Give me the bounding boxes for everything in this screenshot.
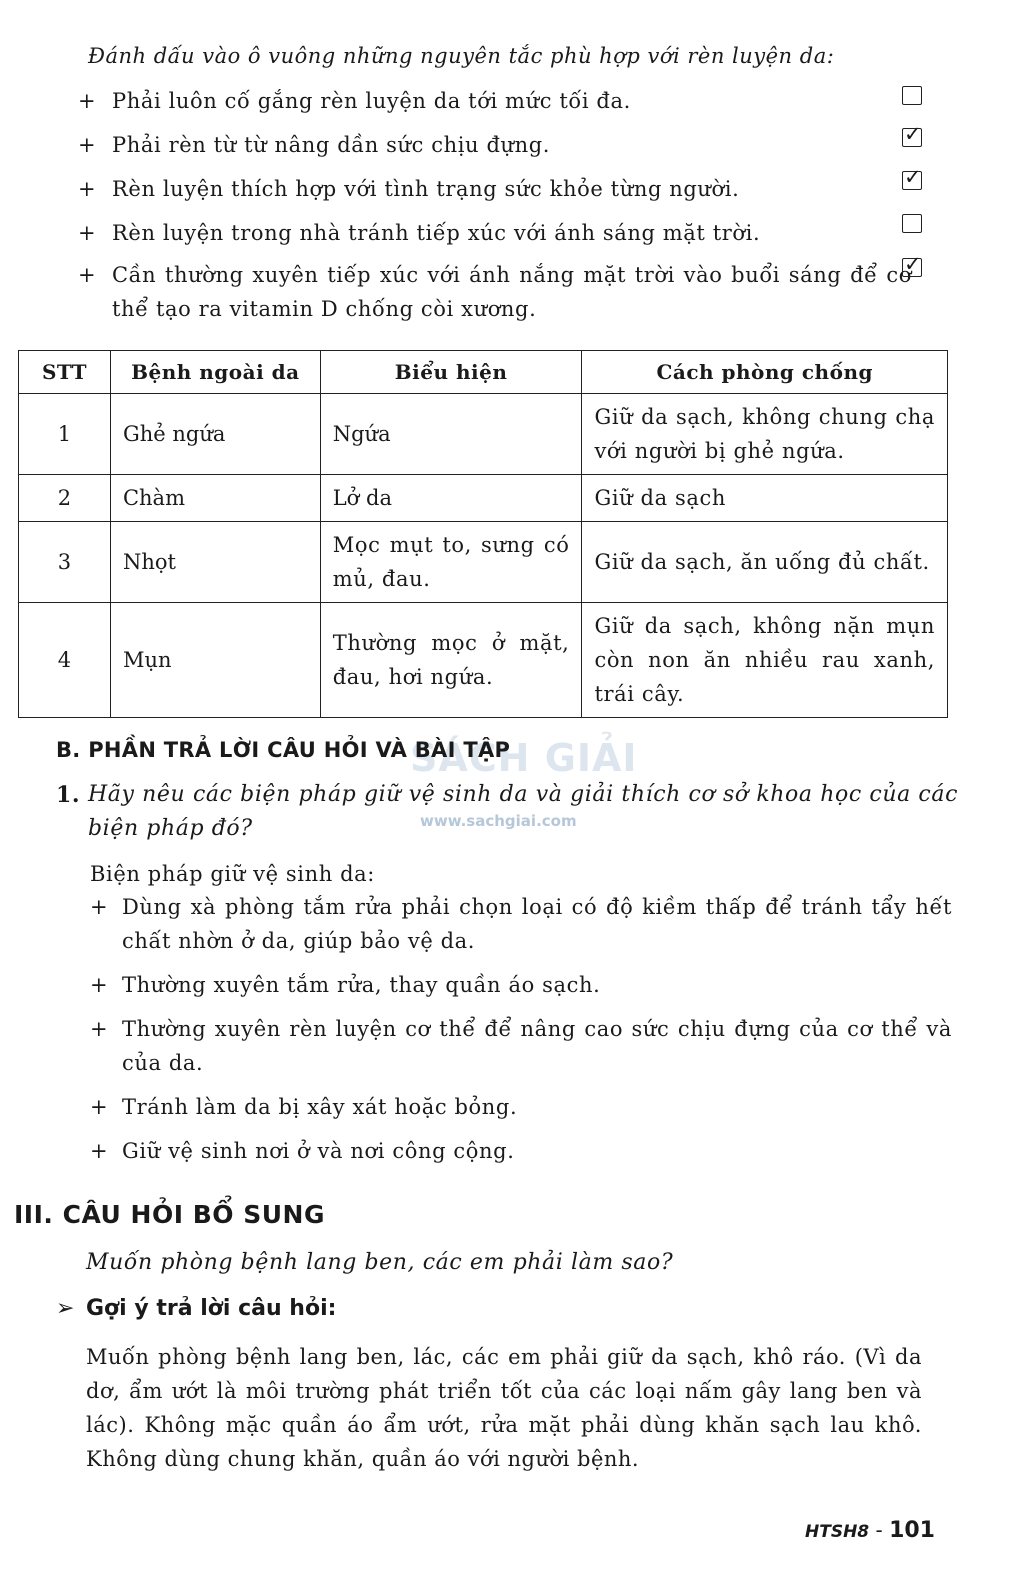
answer-text: Giữ vệ sinh nơi ở và nơi công cộng. — [122, 1139, 515, 1163]
cell-disease: Mụn — [110, 603, 320, 718]
checkbox-unchecked[interactable] — [902, 86, 922, 105]
header-prevention: Cách phòng chống — [582, 351, 948, 394]
bullet: + — [78, 177, 97, 201]
checkmark-icon: ✓ — [904, 165, 922, 189]
checkbox-checked[interactable] — [902, 122, 922, 147]
table-header-row — [19, 351, 948, 394]
checkbox-checked[interactable] — [902, 165, 922, 190]
answer-intro: Biện pháp giữ vệ sinh da: — [90, 862, 375, 886]
question-number: 1. — [56, 782, 81, 808]
page-number: 101 — [889, 1518, 935, 1543]
watermark-url: www.sachgiai.com — [420, 812, 577, 830]
cell-prevention: Giữ da sạch, không nặn mụn còn non ăn nhiều rau xanh, trái cây. — [582, 603, 948, 718]
table-row — [19, 394, 948, 475]
hint-heading — [56, 1296, 336, 1321]
bullet: + — [78, 221, 97, 245]
answer-text: Tránh làm da bị xây xát hoặc bỏng. — [122, 1095, 518, 1119]
skin-disease-table — [18, 350, 948, 718]
supplementary-answer: Muốn phòng bệnh lang ben, lác, các em phải giữ da sạch, khô ráo. (Vì da dơ, ẩm ướt là môi trường phát triển tốt của các loại nấm gây lang ben và lác). Không mặc quần áo ẩm ướt, rửa mặt phải dùng khăn sạch lau khô. Không dùng chung khăn, quần áo với người bệnh. — [86, 1345, 922, 1471]
section-b-heading: B. PHẦN TRẢ LỜI CÂU HỎI VÀ BÀI TẬP — [56, 738, 511, 762]
page-footer — [805, 1518, 935, 1543]
bullet: + — [90, 1095, 109, 1119]
checklist-intro: Đánh dấu vào ô vuông những nguyên tắc phù hợp với rèn luyện da: — [88, 44, 835, 68]
header-symptom: Biểu hiện — [320, 351, 582, 394]
checkbox-checked[interactable] — [902, 252, 922, 277]
cell-symptom: Thường mọc ở mặt, đau, hơi ngứa. — [320, 603, 582, 718]
bullet: + — [90, 1017, 109, 1041]
book-code: HTSH8 — [805, 1522, 870, 1542]
watermark-logo: SÁCH GIẢI — [410, 736, 638, 780]
header-disease: Bệnh ngoài da — [110, 351, 320, 394]
bullet: + — [90, 895, 109, 919]
supplementary-question: Muốn phòng bệnh lang ben, các em phải làm sao? — [86, 1250, 674, 1275]
answer-text: Thường xuyên tắm rửa, thay quần áo sạch. — [122, 973, 601, 997]
header-stt: STT — [19, 351, 111, 394]
bullet: + — [78, 133, 97, 157]
table-row — [19, 603, 948, 718]
table-row — [19, 475, 948, 522]
hint-label: Gợi ý trả lời câu hỏi: — [86, 1296, 337, 1321]
table-row — [19, 522, 948, 603]
bullet: + — [78, 263, 97, 287]
checklist-item-text: Rèn luyện trong nhà tránh tiếp xúc với ánh sáng mặt trời. — [112, 221, 761, 245]
answer-text: Dùng xà phòng tắm rửa phải chọn loại có độ kiềm thấp để tránh tẩy hết chất nhờn ở da, giúp bảo vệ da. — [122, 895, 952, 953]
section-iii-heading: III. CÂU HỎI BỔ SUNG — [14, 1200, 325, 1229]
checklist-item-text: Phải rèn từ từ nâng dần sức chịu đựng. — [112, 133, 551, 157]
checklist-item-text: Cần thường xuyên tiếp xúc với ánh nắng mặt trời vào buổi sáng để cơ thể tạo ra vitamin D chống còi xương. — [112, 263, 912, 321]
cell-symptom: Ngứa — [320, 394, 582, 475]
cell-stt: 2 — [19, 475, 111, 522]
checklist-item-text: Rèn luyện thích hợp với tình trạng sức khỏe từng người. — [112, 177, 740, 201]
cell-prevention: Giữ da sạch, ăn uống đủ chất. — [582, 522, 948, 603]
bullet: + — [78, 89, 97, 113]
cell-stt: 1 — [19, 394, 111, 475]
cell-disease: Nhọt — [110, 522, 320, 603]
arrow-bullet-icon: ➢ — [56, 1296, 75, 1321]
cell-disease: Ghẻ ngứa — [110, 394, 320, 475]
checkmark-icon: ✓ — [904, 122, 922, 146]
checkbox-unchecked[interactable] — [902, 214, 922, 233]
question-text: Hãy nêu các biện pháp giữ vệ sinh da và giải thích cơ sở khoa học của các biện pháp đó? — [88, 782, 958, 841]
answer-text: Thường xuyên rèn luyện cơ thể để nâng cao sức chịu đựng của cơ thể và của da. — [122, 1017, 952, 1075]
bullet: + — [90, 973, 109, 997]
cell-stt: 4 — [19, 603, 111, 718]
footer-separator: - — [869, 1518, 890, 1542]
bullet: + — [90, 1139, 109, 1163]
cell-disease: Chàm — [110, 475, 320, 522]
checkmark-icon: ✓ — [904, 252, 922, 276]
cell-symptom: Mọc mụt to, sưng có mủ, đau. — [320, 522, 582, 603]
cell-symptom: Lở da — [320, 475, 582, 522]
cell-prevention: Giữ da sạch, không chung chạ với người bị ghẻ ngứa. — [582, 394, 948, 475]
cell-stt: 3 — [19, 522, 111, 603]
checklist-item-text: Phải luôn cố gắng rèn luyện da tới mức tối đa. — [112, 89, 631, 113]
cell-prevention: Giữ da sạch — [582, 475, 948, 522]
